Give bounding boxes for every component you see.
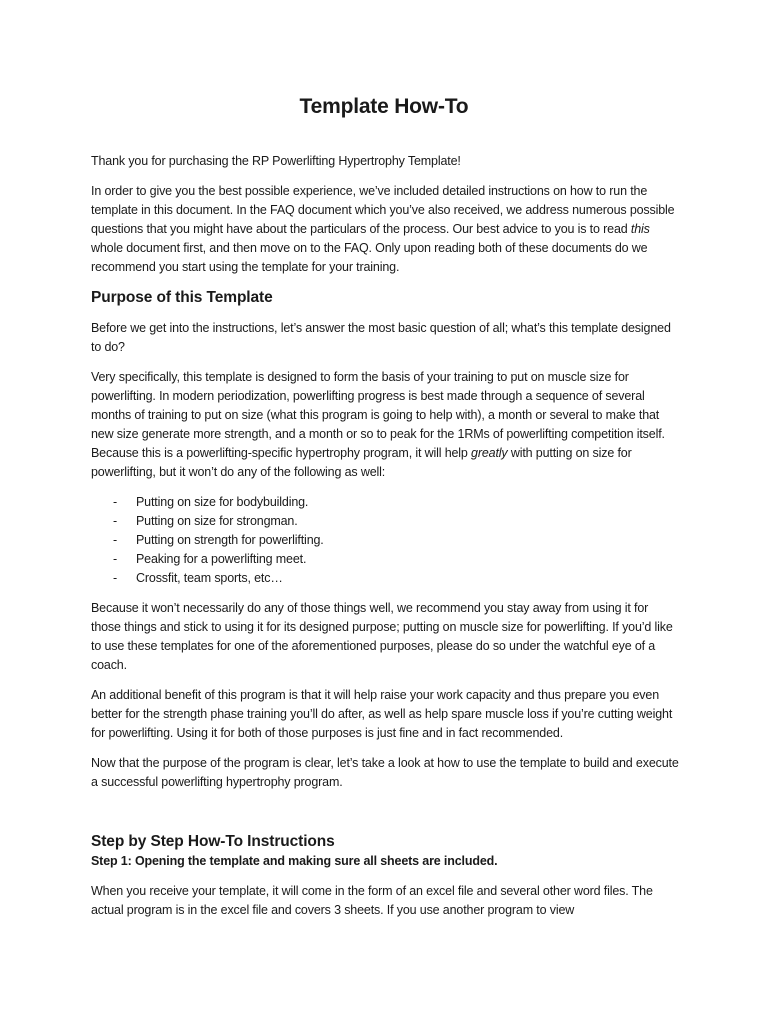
intro-text-after: whole document first, and then move on to the FAQ. Only upon reading both of these documents do we recommend you start using the template for your training. bbox=[91, 241, 648, 274]
document-body bbox=[91, 152, 681, 931]
list-item-text: Putting on size for bodybuilding. bbox=[136, 495, 309, 509]
purpose-emphasis: greatly bbox=[471, 446, 508, 460]
bullet-dash: - bbox=[113, 533, 118, 547]
purpose-paragraph-recommendation: Because it won’t necessarily do any of those things well, we recommend you stay away from using it for those things and stick to using it for its designed purpose; putting on muscle size for powerlifting. If you’d like to use these templates for one of the aforementioned purposes, please do so under the watchful eye of a coach. bbox=[91, 601, 673, 672]
purpose-text-after: with putting on size for powerlifting, but it won’t do any of the following as well: bbox=[91, 446, 632, 479]
intro-paragraph-thanks: Thank you for purchasing the RP Powerlifting Hypertrophy Template! bbox=[91, 154, 461, 168]
exclusion-list bbox=[91, 493, 681, 588]
purpose-paragraph-design bbox=[91, 368, 681, 482]
purpose-text-before: Very specifically, this template is designed to form the basis of your training to put on muscle size for powerlifting. In modern periodization, powerlifting progress is best made through a sequence of several months of training to put on size (what this program is going to help with), a month or several to make that new size generate more strength, and a month or so to peak for the 1RMs of powerlifting competition itself. Because this is a powerlifting-specific hypertrophy program, it will help bbox=[91, 370, 665, 460]
purpose-paragraph-transition: Now that the purpose of the program is clear, let’s take a look at how to use the template to build and execute a successful powerlifting hypertrophy program. bbox=[91, 756, 679, 789]
list-item-text: Putting on strength for powerlifting. bbox=[136, 533, 324, 547]
list-item bbox=[91, 493, 681, 512]
intro-text-before: In order to give you the best possible experience, we’ve included detailed instructions on how to run the template in this document. In the FAQ document which you’ve also received, we address numerous possible questions that you might have about the particulars of the process. Our best advice to you is to read bbox=[91, 184, 675, 236]
list-item bbox=[91, 550, 681, 569]
list-item bbox=[91, 531, 681, 550]
list-item bbox=[91, 512, 681, 531]
bullet-dash: - bbox=[113, 571, 118, 585]
purpose-paragraph-question: Before we get into the instructions, let’s answer the most basic question of all; what’s this template designed to do? bbox=[91, 321, 671, 354]
section-heading-steps: Step by Step How-To Instructions bbox=[91, 833, 335, 850]
list-item-text: Peaking for a powerlifting meet. bbox=[136, 552, 307, 566]
section-heading-purpose: Purpose of this Template bbox=[91, 289, 273, 306]
page-title: Template How-To bbox=[299, 95, 469, 118]
list-item-text: Putting on size for strongman. bbox=[136, 514, 298, 528]
bullet-dash: - bbox=[113, 514, 118, 528]
bullet-dash: - bbox=[113, 552, 118, 566]
bullet-dash: - bbox=[113, 495, 118, 509]
intro-paragraph-instructions bbox=[91, 182, 681, 277]
list-item bbox=[91, 569, 681, 588]
intro-emphasis: this bbox=[630, 222, 650, 236]
purpose-paragraph-benefit: An additional benefit of this program is that it will help raise your work capacity and thus prepare you even better for the strength phase training you’ll do after, as well as help spare muscle loss if you’re cutting weight for powerlifting. Using it for both of those purposes is just fine and in fact recommended. bbox=[91, 688, 673, 740]
step-1-paragraph: When you receive your template, it will come in the form of an excel file and several other word files. The actual program is in the excel file and covers 3 sheets. If you use another program to view bbox=[91, 884, 653, 917]
list-item-text: Crossfit, team sports, etc… bbox=[136, 571, 283, 585]
step-1-label: Step 1: Opening the template and making sure all sheets are included. bbox=[91, 854, 498, 868]
